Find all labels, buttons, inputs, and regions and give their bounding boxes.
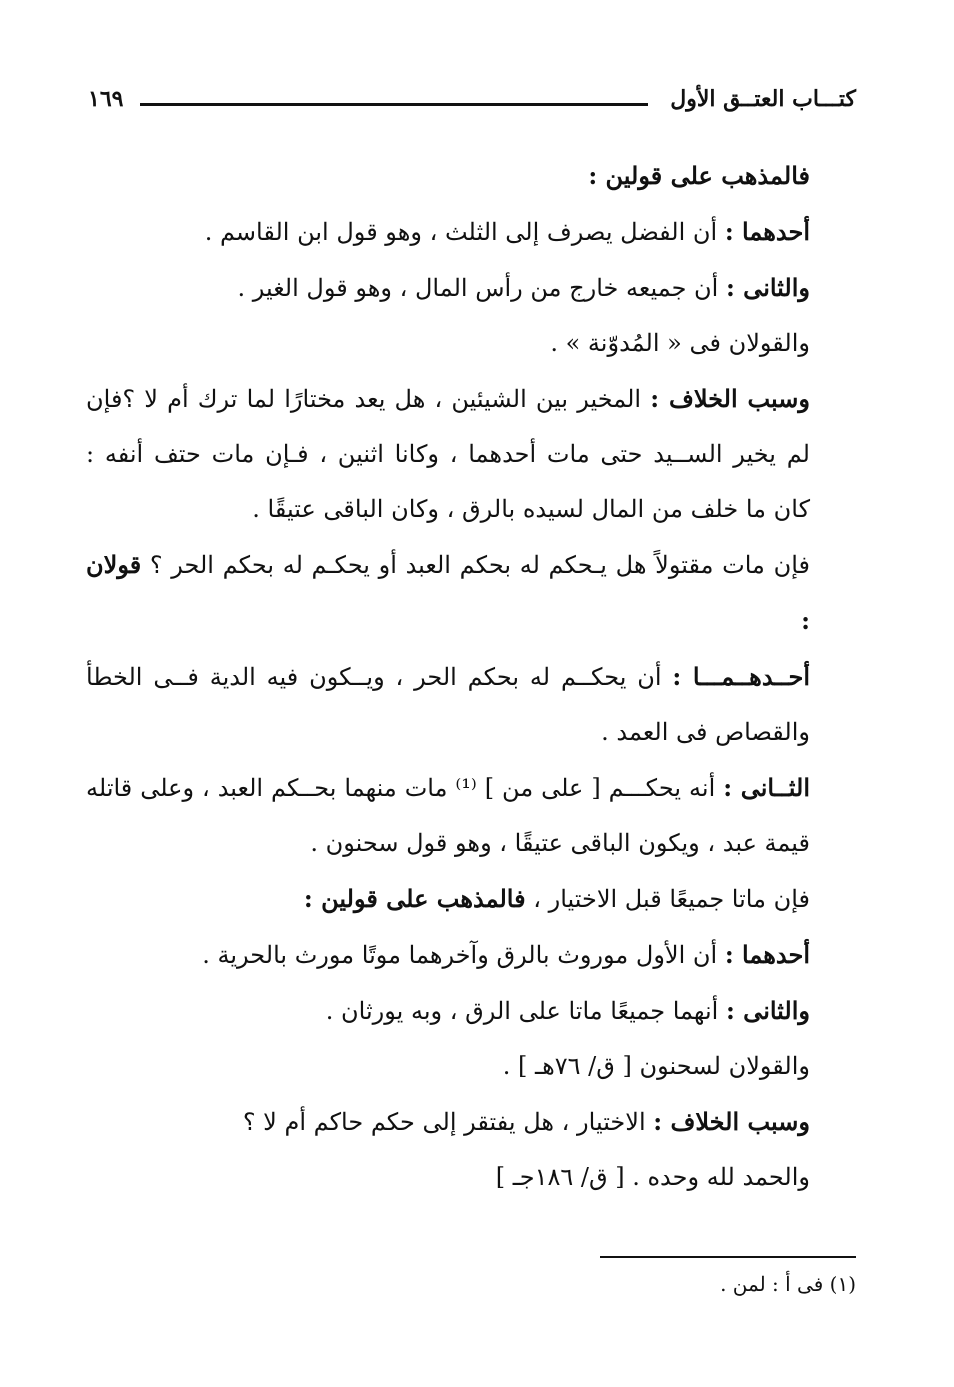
- paragraph-13: [86, 1094, 858, 1150]
- paragraph-text: أن الفضل يصرف إلى الثلث ، وهو قول ابن القاسم .: [204, 218, 725, 246]
- paragraph-text: فإن ماتا جميعًا قبل الاختيار ،: [525, 885, 810, 913]
- paragraph-1: [86, 148, 858, 204]
- paragraph-text: أن يحكــم له بحكم الحر ، ويــكون فيه الدية فــى الخطأ والقصاص فى العمد .: [86, 663, 810, 746]
- paragraph-lead: وسبب الخلاف :: [650, 384, 811, 413]
- paragraph-lead: أحدهما :: [724, 217, 810, 246]
- paragraph-12: [86, 1039, 858, 1094]
- paragraph-text: أن الأول موروث بالرق وآخرهما موتًا مورث بالحرية .: [202, 941, 725, 969]
- paragraph-7: [86, 649, 858, 760]
- paragraph-text: أنه يحكـــم [ على من ] ⁽¹⁾ مات منهما بحــكم العبد ، وعلى قاتله قيمة عبد ، ويكون الباقى عتيقًا ، وهو قول سحنون .: [86, 774, 810, 857]
- paragraph-2: [86, 204, 858, 260]
- footnote-rule: [600, 1256, 856, 1258]
- paragraph-text: والقولان فى « المُدوّنة » .: [550, 329, 810, 357]
- paragraph-6: [86, 537, 858, 649]
- paragraph-3: [86, 260, 858, 316]
- paragraph-text: الاختيار ، هل يفتقر إلى حكم حاكم أم لا ؟: [242, 1108, 654, 1136]
- paragraph-text: أنهما جميعًا ماتا على الرق ، وبه يورثان .: [325, 997, 726, 1025]
- paragraph-text: المخير بين الشيئين ، هل يعد مختارًا لما ترك أم لا ؟فإن لم يخير الســيد حتى مات أحدهما ، وكانا اثنين ، فـإن مات حتف أنفه : كان ما خلف من المال لسيده بالرق ، وكان الباقى عتيقًا .: [86, 385, 810, 523]
- running-title: كتـــاب العتــق الأول: [670, 86, 856, 112]
- page-header: [88, 86, 856, 122]
- header-rule: [140, 103, 648, 106]
- paragraph-4: [86, 316, 858, 371]
- paragraph-14: [86, 1150, 858, 1205]
- paragraph-lead: والثانى :: [725, 273, 810, 302]
- footnote: (١) فى أ : لمن .: [720, 1272, 856, 1296]
- paragraph-9: [86, 871, 858, 927]
- paragraph-lead: أحــدهــمـــا :: [672, 662, 810, 691]
- paragraph-8: [86, 760, 858, 871]
- paragraph-text: فالمذهب على قولين :: [588, 161, 810, 190]
- paragraph-text: أن جميعه خارج من رأس المال ، وهو قول الغير .: [237, 274, 726, 302]
- page-number: ١٦٩: [88, 86, 124, 112]
- paragraph-text: والقولان لسحنون [ ق/ ٧٦هـ ] .: [502, 1052, 810, 1080]
- paragraph-lead: والثانى :: [725, 996, 810, 1025]
- paragraph-5: [86, 371, 858, 537]
- paragraph-lead: أحدهما :: [724, 940, 810, 969]
- paragraph-mid: فالمذهب على قولين :: [303, 884, 526, 913]
- paragraph-10: [86, 927, 858, 983]
- paragraph-text: فإن مات مقتولاً هل يـحكم له بحكم العبد أو يحكـم له بحكم الحر ؟: [149, 551, 810, 579]
- paragraph-tail: قولان :: [86, 550, 810, 635]
- paragraph-lead: الثــانى :: [723, 773, 811, 802]
- paragraph-lead: وسبب الخلاف :: [653, 1107, 810, 1136]
- paragraph-text: والحمد لله وحده . [ ق/ ١٨٦جـ ]: [495, 1163, 810, 1191]
- main-text: [86, 148, 858, 1205]
- paragraph-11: [86, 983, 858, 1039]
